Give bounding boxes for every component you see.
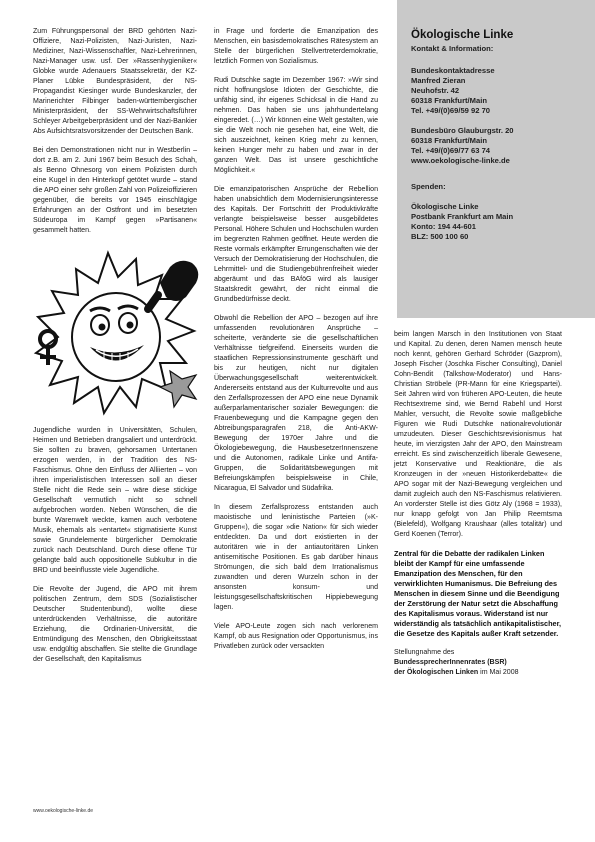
article-column-1-bottom bbox=[33, 426, 197, 674]
donations-bank-details: Ökologische Linke Postbank Frankfurt am Main Konto: 194 44-601 BLZ: 500 100 60 bbox=[411, 202, 514, 241]
signature-block bbox=[394, 648, 562, 678]
signature-line: Stellungnahme des bbox=[394, 649, 455, 656]
article-column-1-top bbox=[33, 27, 197, 245]
contact-subtitle: Kontakt & Information: bbox=[411, 44, 494, 53]
donations-heading: Spenden: bbox=[411, 182, 446, 191]
paragraph: Die Revolte der Jugend, die APO mit ihrem politischen Zentrum, dem SDS (Sozialistischer Deutscher Studentenbund), wollte diese unterdrückenden Verhältnisse, die autoritäre Erziehung, die Ordinarien-Universität, die Entmündigung des Menschen, den Obrigkeitsstaat usw. endgültig abschaffen. Sie stellte die Grundlage der Gesellschaft, den Kapitalismus bbox=[33, 586, 197, 663]
paragraph: Obwohl die Rebellion der APO – bezogen auf ihre umfassenden revolutionären Ansprüche – scheiterte, veränderte sie die gesellschaftlichen Verhältnisse tiefgreifend. Einerseits wurden die staatlichen Repressionsinstrumente geschärft und bis zur heutigen, nicht nur digitalen Überwachungsgesellschaft weiterentwickelt. Andererseits entstand aus der Kulturrevolte und aus den Zerfallsprozessen der APO eine neue Dynamik außerparlamentarischer sozialer Bewegungen: die Frauenbewegung und die Kampagne gegen den Abtreibungsparagrafen 218, die Anti-AKW-Bewegung der 1970er Jahre und die Ökologiebewegung, die HausbesetzerInnenszene und die Autonomen, radikale Linke und Antifa-Gruppen, die Solidaritätsbewegungen mit Befreiungskämpfen beispielsweise in Chile, Nicaragua, El Salvador und Südafrika. bbox=[214, 315, 378, 492]
contact-address-office: Bundesbüro Glauburgstr. 20 60318 Frankfurt/Main Tel. +49/(0)69/77 63 74 www.oekologische-linke.de bbox=[411, 126, 514, 165]
paragraph: Viele APO-Leute zogen sich nach verlorenem Kampf, ob aus Resignation oder Opportunismus, ins Privatleben zurück oder versackten bbox=[214, 623, 378, 650]
contact-title: Ökologische Linke bbox=[411, 29, 514, 41]
smiling-sun-fist-illustration bbox=[20, 247, 212, 423]
paragraph: Rudi Dutschke sagte im Dezember 1967: »Wir sind nicht hoffnungslose Idioten der Geschichte, die unfähig sind, ihr eigenes Schicksal in die Hand zu nehmen. Das haben sie uns jahrhundertelang eingeredet. (…) Wir können eine Welt gestalten, wie sie die Welt noch nie gesehen hat, eine Welt, die sich auszeichnet, keinen Krieg mehr zu kennen, keinen Hunger mehr zu haben und zwar in der ganzen Welt. Das ist unsere geschichtliche Möglichkeit.« bbox=[214, 77, 378, 174]
paragraph: In diesem Zerfallsprozess entstanden auch maoistische und leninistische Parteien (»K-Gruppen«), die sogar »die Nation« für sich wieder entdeckten. Da und dort existierten in der autoritären wie in der antiautoritären Linken antisemitische Positionen. Es gab darüber hinaus Strömungen, die sich bald dem Irrationalismus zuwandten und deren Wurzeln schon in der ansonsten konsum- und leistungsgesellschaftskritischen Hippiebewegung lagen. bbox=[214, 504, 378, 611]
article-column-2 bbox=[214, 27, 378, 661]
signature-line: BundessprecherInnenrates (BSR) bbox=[394, 659, 507, 666]
paragraph: Die emanzipatorischen Ansprüche der Rebellion haben unabsichtlich dem Modernisierungsinteresse des Kapitals. Der Fortschritt der Produktivkräfte verlangte beispielsweise besser ausgebildetes Personal. Höhere Schulen und Hochschulen wurden im begrenzten Rahmen geöffnet. Heute werden die Reste vormals erkämpfter Errungenschaften wie der Versuch der Demokratisierung der Hochschulen, die Lehrmittel- und die Studiengebührenfreiheit wieder abgeräumt und das BAföG wird als lausiger Staatskredit gewährt, der nicht einmal die Grundbedürfnisse deckt. bbox=[214, 186, 378, 303]
contact-info-box bbox=[397, 0, 595, 318]
closing-statement: Zentral für die Debatte der radikalen Linken bleibt der Kampf für eine umfassende Emanzipation des Menschen, für den verwirklichten Humanismus. Die Befreiung des Menschen in diesem Sinne und die Beendigung der Zerstörung der Natur setzt die Abschaffung des Kapitalismus voraus. Widerstand ist nur widerständig als tatsächlich antikapitalistischer, die Gesetze des Kapitals außer Kraft setzender. bbox=[394, 549, 562, 638]
footer-url: www.oekologische-linke.de bbox=[33, 808, 94, 814]
article-column-3 bbox=[394, 330, 562, 678]
signature-line bbox=[394, 668, 562, 678]
paragraph: Bei den Demonstrationen nicht nur in Westberlin – dort z.B. am 2. Juni 1967 beim Besuch des Schah, als Benno Ohnesorg von einem Polizisten durch eine Kugel in den Hinterkopf getötet wurde – stand die APO einer sehr großen Zahl von Polizeioffizieren gegenüber, die bereits vor 1945 einschlägige Erfahrungen an der Ostfront und im besetzten Südeuropa im Kampf gegen »Partisanen« gesammelt hatten. bbox=[33, 147, 197, 234]
fist-icon bbox=[160, 261, 198, 301]
star-shape bbox=[160, 371, 196, 407]
paragraph: beim langen Marsch in den Institutionen von Staat und Kapital. Zu denen, deren Namen mensch heute noch kennt, gehören Gerhard Schröder (Gazprom), Joseph Fischer (Joschka Fischer Consulting), Daniel Cohn-Bendit (Talkshow-Moderator) und Hans-Christian Ströbele (PR-Mann für eine Kriegspartei). Seit Jahren wird von früheren APO-Leuten, die heute Rechtsextreme sind, wie Bernd Rabehl und Horst Mahler, versucht, die Revolte sowie maßgebliche Figuren wie Rudi Dutschke nationalrevolutionär umzudeuten. Dieser Geschichtsrevisionismus hat heute, im vierzigsten Jahr der APO, den Mainstream erreicht. Es sind zwischenzeitlich liberale Gewesene, jetzt Konservative und Reaktionäre, die als Kronzeugen in der »neuen Historikerdebatte« die APO sogar mit der Nazi-Bewegung vergleichen und damit zugleich auch den NS-Faschismus relativieren. An vorderster Stelle ist dies Götz Aly (1968 = 1933), nur knapp gefolgt von Jan Philip Reemtsma (Bielefeld), Wolfgang Kraushaar (alles totalitär) und Gerd Koenen (Terror). bbox=[394, 331, 562, 538]
signature-date: im Mai 2008 bbox=[478, 669, 519, 676]
paragraph: in Frage und forderte die Emanzipation des Menschen, ein basisdemokratisches Rätesystem an Stelle der bürgerlichen Stellvertreterdemokratie, letztlich Formen von Sozialismus. bbox=[214, 28, 378, 65]
paragraph: Zum Führungspersonal der BRD gehörten Nazi-Offiziere, Nazi-Polizisten, Nazi-Juristen, Nazi-Mediziner, Nazi-Wissenschaftler, Nazi-Lehrerinnen, Nazi-Manager usw. usf. Der »Rassenhygieniker« Globke wurde Adenauers Staatssekretär, der KZ-Planer Lübke Bundespräsident, der NS-Propagandist Kiesinger wurde Bundeskanzler, der Marinerichter Filbinger baden-württembergischer Ministerpräsident, der SS-Wehrwirtschaftsführer Schleyer Arbeitgeberpräsident und der Nazi-Bankier Abs Aufsichtsratsvorsitzender der Deutschen Bank. bbox=[33, 28, 197, 135]
paragraph: Jugendliche wurden in Universitäten, Schulen, Heimen und Betrieben drangsaliert und unterdrückt. Sie sollten zu braven, gehorsamen Untertanen erzogen werden, in der Tradition des NS-Faschismus. Ohne den Einfluss der Alliierten – von ihren imperialistischen Interessen soll an dieser Stelle nicht die Rede sein – wäre diese stickige Gesellschaft vermutlich nicht so schnell aufgebrochen worden. Neben Wünschen, die die bunte Warenwelt weckte, kamen auch verbotene Musik, ehemals als »entartet« stigmatisierte Kunst sowie Grundelemente bürgerlicher Demokratie zurück nach Deutschland. Durch diese offene Tür gelangte bald auch oppositionelle Subkultur in die BRD und beeinflusste viele Jugendliche. bbox=[33, 427, 197, 574]
contact-address-main: Bundeskontaktadresse Manfred Zieran Neuhofstr. 42 60318 Frankfurt/Main Tel. +49/(0)69/59 92 70 bbox=[411, 66, 495, 115]
signature-org: der Ökologischen Linken bbox=[394, 669, 479, 676]
